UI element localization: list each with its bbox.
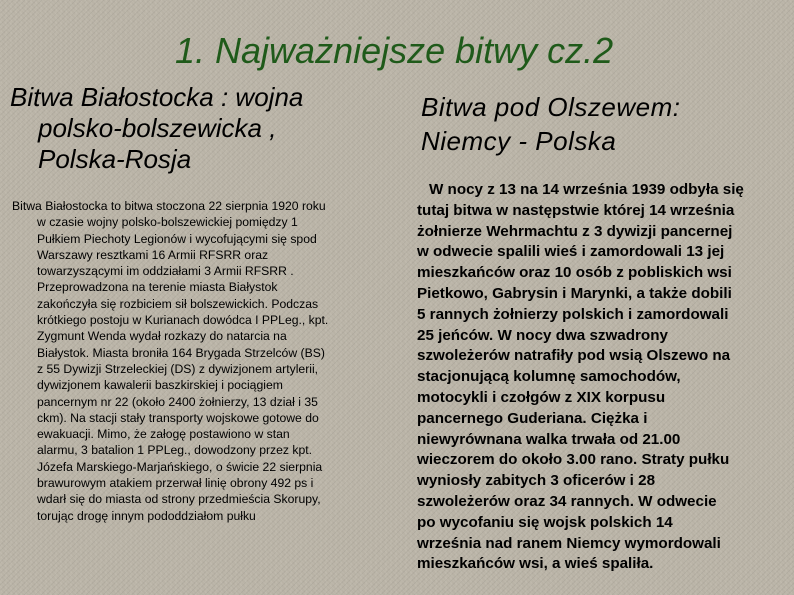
right-body-line: 5 rannych żołnierzy polskich i zamordowali — [417, 305, 729, 323]
right-body-line: W nocy z 13 na 14 września 1939 odbyła się — [429, 181, 744, 198]
left-body-line: Zygmunt Wenda wydał rozkazy do natarcia na — [37, 329, 287, 344]
left-body-line: pancernym nr 22 (około 2400 żołnierzy, 13 dział i 35 — [37, 394, 318, 409]
left-body-line: towarzyszącymi im oddziałami 3 Armii RFSRR . — [37, 264, 294, 279]
right-body-line: mieszkańców wsi, a wieś spaliła. — [417, 555, 654, 573]
slide-title: 1. Najważniejsze bitwy cz.2 — [175, 30, 614, 71]
left-body-line: Józefa Marskiego-Marjańskiego, o świcie 22 sierpnia — [37, 459, 323, 474]
left-body-line: Pułkiem Piechoty Legionów i wycofującymi się spod — [37, 231, 317, 246]
left-body-line: ewakuacji. Mimo, że załogę postawiono w stan — [37, 427, 290, 442]
left-body-line: torując drogę innym pododdziałom pułku — [37, 508, 256, 523]
right-column-body-text — [417, 180, 793, 575]
right-body-line: w odwecie spalili wieś i zamordowali 13 jej — [417, 243, 725, 261]
right-body-line: września nad ranem Niemcy wymordowali — [417, 534, 721, 552]
left-body-line: zakończyła się rozbiciem sił bolszewickich. Podczas — [37, 296, 319, 311]
left-heading-line: Bitwa Białostocka : wojna — [10, 82, 304, 112]
right-body-line: szwoleżerów natrafiły pod wsią Olszewo na — [417, 347, 731, 365]
left-column-body-text — [12, 198, 392, 524]
left-body-line: krótkiego postoju w Kurianach dowódca I PPLeg., kpt. — [37, 313, 329, 328]
left-body-line: Przeprowadzona na terenie miasta Białystok — [37, 280, 278, 295]
left-column-heading — [10, 82, 400, 175]
right-body-line: pancernego Guderiana. Ciężka i — [417, 409, 648, 427]
left-body-line: z 55 Dywizji Strzeleckiej (DS) z dywizjonem artylerii, — [37, 361, 319, 376]
left-body-line: Warszawy resztkami 16 Armii RFSRR oraz — [37, 247, 269, 262]
right-body-line: Pietkowo, Gabrysin i Marynki, a także dobili — [417, 284, 732, 302]
right-body-line: szwoleżerów oraz 34 rannych. W odwecie — [417, 492, 717, 510]
left-body-line: brawurowym atakiem przerwał linię obrony 492 ps i — [37, 476, 314, 491]
right-heading-line: Niemcy - Polska — [421, 126, 617, 156]
right-body-line: mieszkańców oraz 10 osób z pobliskich wsi — [417, 264, 732, 282]
right-body-line: wyniosły zabitych 3 oficerów i 28 — [417, 472, 656, 490]
right-column-heading — [421, 90, 791, 158]
right-body-line: żołnierze Wehrmachtu z 3 dywizji pancernej — [417, 222, 733, 240]
left-body-line: Białystok. Miasta broniła 164 Brygada Strzelców (BS) — [37, 345, 325, 360]
left-body-line: w czasie wojny polsko-bolszewickiej pomiędzy 1 — [37, 215, 298, 230]
right-body-line: 25 jeńców. W nocy dwa szwadrony — [417, 326, 668, 344]
left-body-line: alarmu, 3 batalion 1 PPLeg., dowodzony przez kpt. — [37, 443, 313, 458]
left-body-line: dywizjonem kawalerii baszkirskiej i pociągiem — [37, 378, 283, 393]
right-body-line: niewyrównana walka trwała od 21.00 — [417, 430, 681, 448]
right-body-line: stacjonującą kolumnę samochodów, — [417, 368, 681, 386]
right-body-line: wieczorem do około 3.00 rano. Straty pułku — [417, 451, 730, 469]
right-heading-line: Bitwa pod Olszewem: — [421, 92, 681, 122]
right-body-line: motocykli i czołgów z XIX korpusu — [417, 388, 666, 406]
left-heading-line: Polska-Rosja — [38, 144, 192, 174]
right-body-line: tutaj bitwa w następstwie której 14 września — [417, 201, 735, 219]
left-body-line: ckm). Na stacji stały transporty wojskowe gotowe do — [37, 410, 319, 425]
left-body-line: Bitwa Białostocka to bitwa stoczona 22 sierpnia 1920 roku — [12, 199, 326, 213]
right-body-line: po wycofaniu się wojsk polskich 14 — [417, 513, 673, 531]
left-body-line: wdarł się do miasta od strony przedmieścia Skorupy, — [37, 492, 321, 507]
left-heading-line: polsko-bolszewicka , — [38, 113, 277, 143]
